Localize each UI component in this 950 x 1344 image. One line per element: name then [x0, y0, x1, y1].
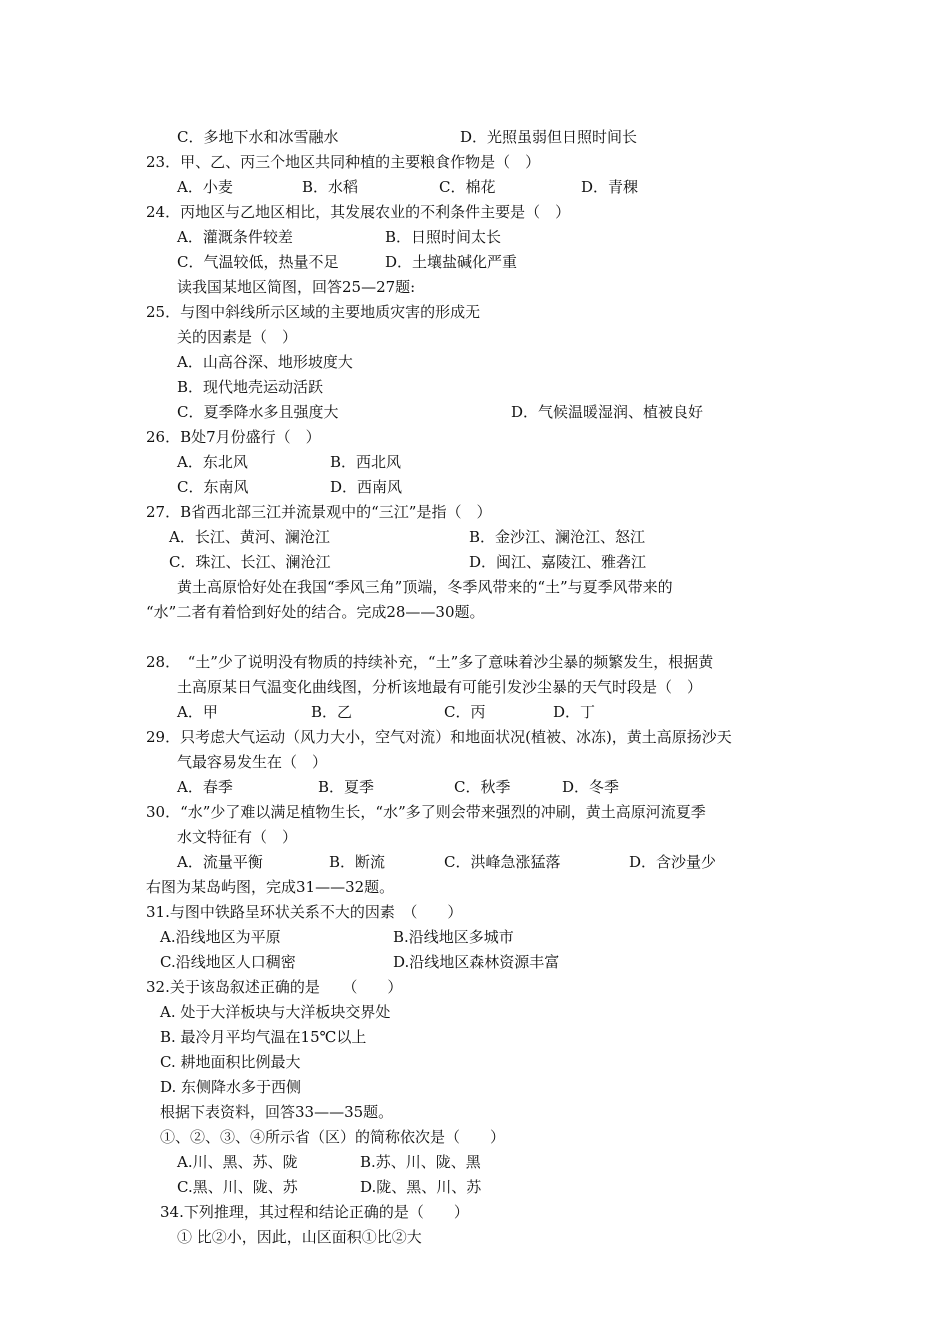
question-28: 28． “土”少了说明没有物质的持续补充，“土”多了意味着沙尘暴的频繁发生，根据黄 [146, 653, 714, 671]
q25-option-c: C．夏季降水多且强度大 [177, 403, 339, 421]
q33-option-a: A.川、黑、苏、陇 [177, 1153, 298, 1171]
question-25: 25．与图中斜线所示区域的主要地质灾害的形成无 [146, 303, 481, 321]
q31-option-b: B.沿线地区多城市 [393, 928, 514, 946]
q29-option-a: A．春季 [177, 778, 233, 796]
q31-option-c: C.沿线地区人口稠密 [160, 953, 296, 971]
q32-option-a: A. 处于大洋板块与大洋板块交界处 [160, 1003, 391, 1021]
line-1: C．多地下水和冰雪融水 [177, 128, 339, 146]
question-25-cont: 关的因素是（ ） [177, 328, 298, 346]
q28-option-d: D．丁 [553, 703, 596, 721]
q26-option-a: A．东北风 [177, 453, 248, 471]
q31-option-d: D.沿线地区森林资源丰富 [393, 953, 560, 971]
q32-option-d: D. 东侧降水多于西侧 [160, 1078, 302, 1096]
q28-option-a: A．甲 [177, 703, 218, 721]
q25-option-a: A．山高谷深、地形坡度大 [177, 353, 353, 371]
q33-option-d: D.陇、黑、川、苏 [360, 1178, 482, 1196]
q30-option-a: A．流量平衡 [177, 853, 263, 871]
q23-option-d: D．青稞 [581, 178, 639, 196]
q33-option-b: B.苏、川、陇、黑 [360, 1153, 481, 1171]
q26-option-c: C．东南风 [177, 478, 249, 496]
q29-option-d: D．冬季 [562, 778, 620, 796]
question-31: 31.与图中铁路呈环状关系不大的因素 （ ） [146, 903, 463, 921]
question-27: 27．B省西北部三江并流景观中的“三江”是指（ ） [146, 503, 492, 521]
q26-option-b: B．西北风 [330, 453, 402, 471]
q26-option-d: D．西南风 [330, 478, 403, 496]
question-29: 29．只考虑大气运动（风力大小，空气对流）和地面状况(植被、冰冻)，黄土高原扬沙天 [146, 728, 732, 746]
instruction-33-35: 根据下表资料，回答33——35题。 [160, 1103, 394, 1121]
q27-option-a: A．长江、黄河、澜沧江 [169, 528, 330, 546]
question-34: 34.下列推理，其过程和结论正确的是（ ） [160, 1203, 469, 1221]
q27-option-b: B．金沙江、澜沧江、怒江 [469, 528, 646, 546]
q29-option-b: B．夏季 [318, 778, 375, 796]
instruction-25-27: 读我国某地区简图，回答25—27题: [177, 278, 416, 296]
q31-option-a: A.沿线地区为平原 [160, 928, 281, 946]
q23-option-a: A．小麦 [177, 178, 233, 196]
q24-option-d: D．土壤盐碱化严重 [385, 253, 518, 271]
question-23: 23．甲、乙、丙三个地区共同种植的主要粮食作物是（ ） [146, 153, 541, 171]
q29-option-c: C．秋季 [454, 778, 511, 796]
q25-option-d: D．气候温暖湿润、植被良好 [511, 403, 704, 421]
q30-option-d: D．含沙量少 [629, 853, 717, 871]
q27-option-c: C．珠江、长江、澜沧江 [169, 553, 331, 571]
question-30: 30．“水”少了难以满足植物生长，“水”多了则会带来强烈的冲刷，黄土高原河流夏季 [146, 803, 706, 821]
question-29-cont: 气最容易发生在（ ） [177, 753, 328, 771]
q24-option-c: C．气温较低，热量不足 [177, 253, 339, 271]
question-32: 32.关于该岛叙述正确的是 （ ） [146, 978, 403, 996]
passage-28-30-cont: “水”二者有着恰到好处的结合。完成28——30题。 [146, 603, 485, 621]
q32-option-b: B. 最冷月平均气温在15℃以上 [160, 1028, 367, 1046]
q27-option-d: D．闽江、嘉陵江、雅砻江 [469, 553, 647, 571]
instruction-31-32: 右图为某岛屿图，完成31——32题。 [146, 878, 395, 896]
q25-option-b: B．现代地壳运动活跃 [177, 378, 324, 396]
q24-option-b: B．日照时间太长 [385, 228, 502, 246]
q28-option-b: B．乙 [311, 703, 353, 721]
q33-option-c: C.黑、川、陇、苏 [177, 1178, 298, 1196]
q30-option-c: C．洪峰急涨猛落 [444, 853, 561, 871]
q23-option-b: B．水稻 [302, 178, 359, 196]
question-30-cont: 水文特征有（ ） [177, 828, 298, 846]
q23-option-c: C．棉花 [439, 178, 496, 196]
question-33: ①、②、③、④所示省（区）的简称依次是（ ） [160, 1128, 506, 1146]
q24-option-a: A．灌溉条件较差 [177, 228, 293, 246]
q34-statement-1: ① 比②小，因此，山区面积①比②大 [177, 1228, 422, 1246]
q30-option-b: B．断流 [329, 853, 386, 871]
passage-28-30: 黄土高原恰好处在我国“季风三角”顶端，冬季风带来的“土”与夏季风带来的 [177, 578, 673, 596]
line-1b: D．光照虽弱但日照时间长 [460, 128, 638, 146]
question-28-cont: 土高原某日气温变化曲线图，分析该地最有可能引发沙尘暴的天气时段是（ ） [177, 678, 703, 696]
q32-option-c: C. 耕地面积比例最大 [160, 1053, 301, 1071]
q28-option-c: C．丙 [444, 703, 486, 721]
question-24: 24．丙地区与乙地区相比，其发展农业的不利条件主要是（ ） [146, 203, 571, 221]
question-26: 26．B处7月份盛行（ ） [146, 428, 321, 446]
